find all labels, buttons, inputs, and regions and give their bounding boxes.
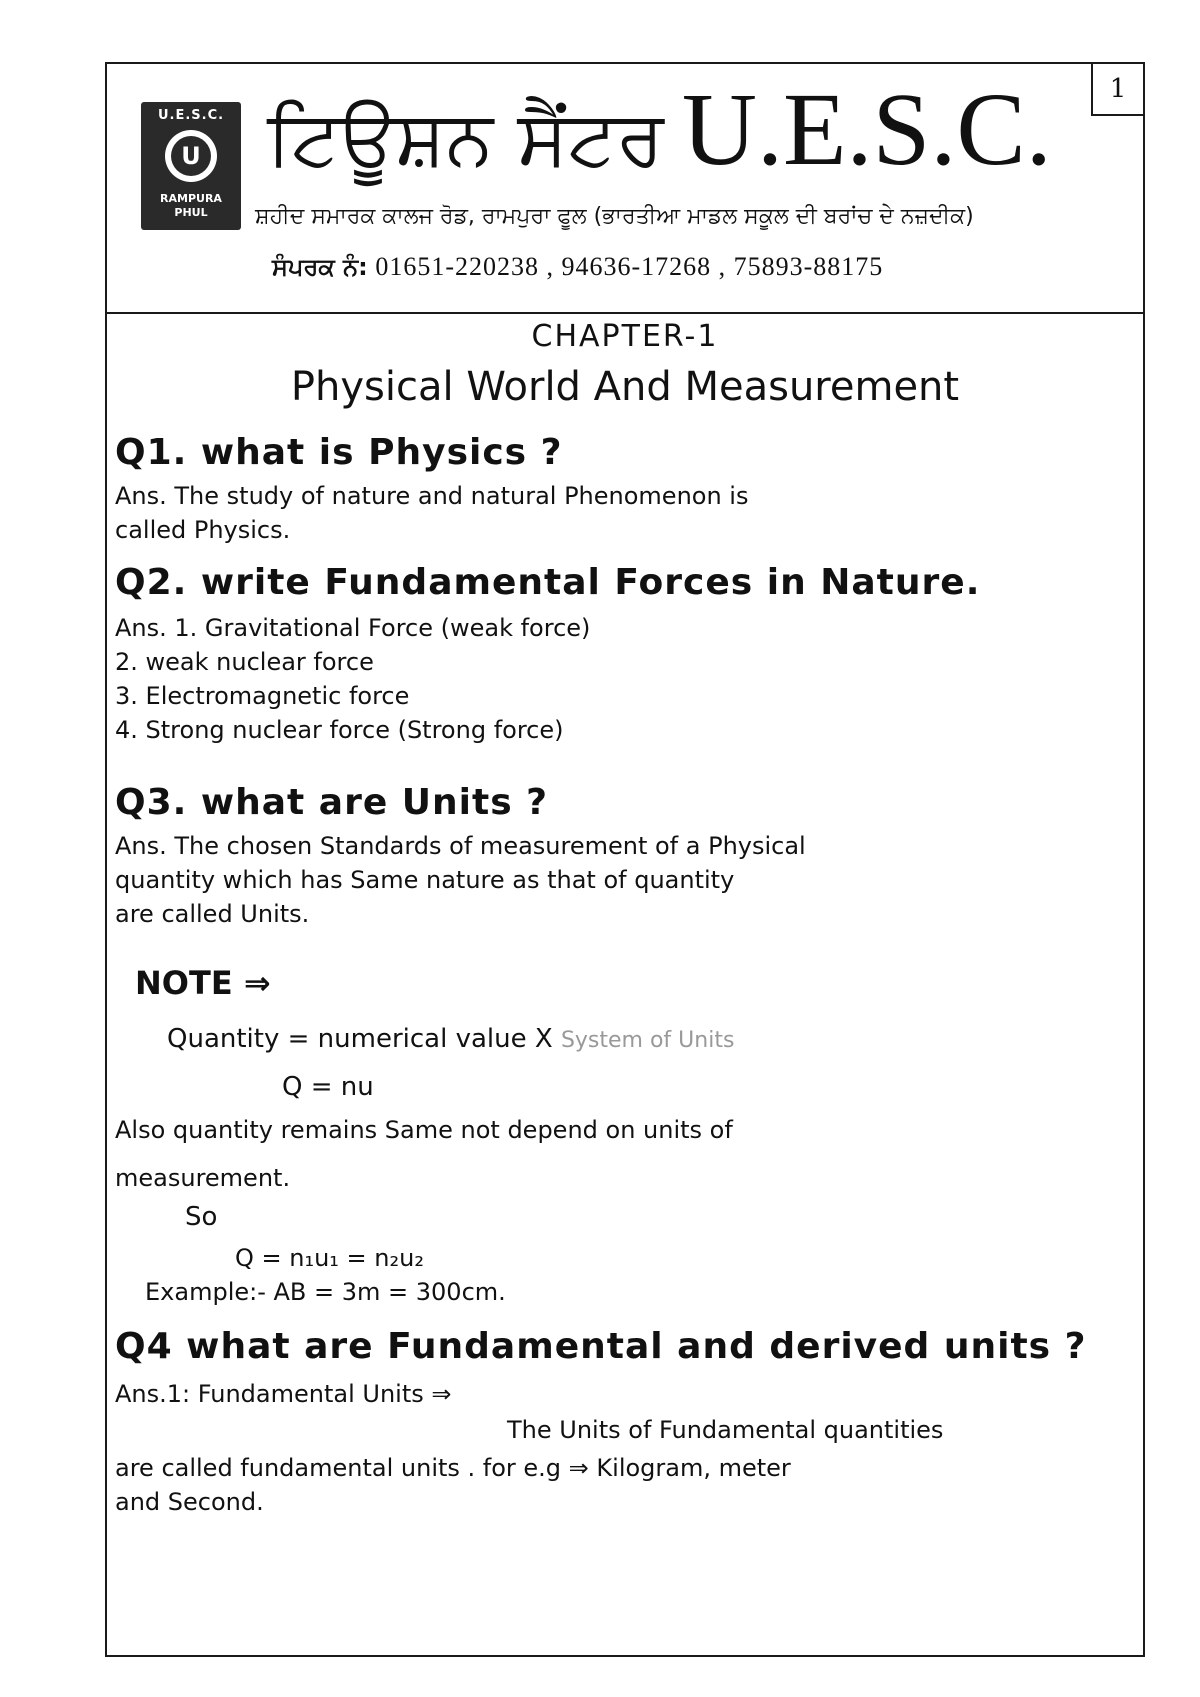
also-line-2: measurement. bbox=[115, 1164, 291, 1192]
chapter-title: Physical World And Measurement bbox=[290, 364, 960, 410]
contact-numbers: 01651-220238 , 94636-17268 , 75893-88175 bbox=[375, 252, 884, 281]
answer-2-line-4: 4. Strong nuclear force (Strong force) bbox=[115, 716, 564, 744]
answer-4-line-1: Ans.1: Fundamental Units ⇒ bbox=[115, 1380, 452, 1408]
page-number: 1 bbox=[1091, 64, 1143, 116]
answer-1-line-2: called Physics. bbox=[115, 516, 291, 544]
formula-n1u1: Q = n₁u₁ = n₂u₂ bbox=[235, 1244, 424, 1272]
answer-2-line-1: Ans. 1. Gravitational Force (weak force) bbox=[115, 614, 591, 642]
question-2: Q2. write Fundamental Forces in Nature. bbox=[115, 562, 981, 603]
center-title bbox=[267, 70, 1052, 198]
contact-label: ਸੰਪਰਕ ਨੰ: bbox=[272, 253, 368, 281]
chapter-heading: CHAPTER-1 bbox=[531, 319, 719, 354]
answer-2-line-3: 3. Electromagnetic force bbox=[115, 682, 410, 710]
also-line-1: Also quantity remains Same not depend on units of bbox=[115, 1116, 733, 1144]
answer-3-line-2: quantity which has Same nature as that of quantity bbox=[115, 866, 735, 894]
title-punjabi: ਟਿਊਸ਼ਨ ਸੈਂਟਰ bbox=[267, 93, 664, 182]
formula-quantity-text: Quantity = numerical value X bbox=[167, 1024, 553, 1054]
answer-4-line-4: and Second. bbox=[115, 1488, 264, 1516]
logo-place bbox=[141, 192, 241, 220]
formula-quantity bbox=[167, 1024, 734, 1054]
example-line: Example:- AB = 3m = 300cm. bbox=[145, 1278, 506, 1306]
formula-q-nu: Q = nu bbox=[282, 1072, 374, 1102]
logo-mark-letter: U bbox=[171, 136, 211, 176]
contact-line bbox=[272, 252, 883, 282]
logo-mark-icon bbox=[165, 130, 217, 182]
answer-2-line-2: 2. weak nuclear force bbox=[115, 648, 374, 676]
so-text: So bbox=[185, 1202, 218, 1232]
question-4: Q4 what are Fundamental and derived units ? bbox=[115, 1326, 1087, 1367]
answer-4-line-2: The Units of Fundamental quantities bbox=[507, 1416, 944, 1444]
logo-abbr: U.E.S.C. bbox=[157, 108, 225, 123]
question-3: Q3. what are Units ? bbox=[115, 782, 549, 823]
page-frame bbox=[105, 62, 1145, 1657]
answer-1-line-1: Ans. The study of nature and natural Phenomenon is bbox=[115, 482, 749, 510]
title-english: U.E.S.C. bbox=[681, 72, 1052, 187]
letterhead bbox=[107, 64, 1143, 314]
question-1: Q1. what is Physics ? bbox=[115, 432, 563, 473]
answer-3-line-1: Ans. The chosen Standards of measurement of a Physical bbox=[115, 832, 806, 860]
note-heading: NOTE ⇒ bbox=[135, 964, 271, 1002]
answer-4-line-3: are called fundamental units . for e.g ⇒ Kilogram, meter bbox=[115, 1454, 791, 1482]
logo-place-line1: RAMPURA bbox=[160, 192, 222, 205]
logo bbox=[141, 102, 241, 230]
formula-quantity-faint: System of Units bbox=[560, 1028, 735, 1053]
answer-3-line-3: are called Units. bbox=[115, 900, 310, 928]
logo-place-line2: PHUL bbox=[174, 206, 208, 219]
address: ਸ਼ਹੀਦ ਸਮਾਰਕ ਕਾਲਜ ਰੋਡ, ਰਾਮਪੁਰਾ ਫੂਲ (ਭਾਰਤੀਆ ਮਾਡਲ ਸਕੂਲ ਦੀ ਬਰਾਂਚ ਦੇ ਨਜ਼ਦੀਕ) bbox=[255, 204, 974, 229]
